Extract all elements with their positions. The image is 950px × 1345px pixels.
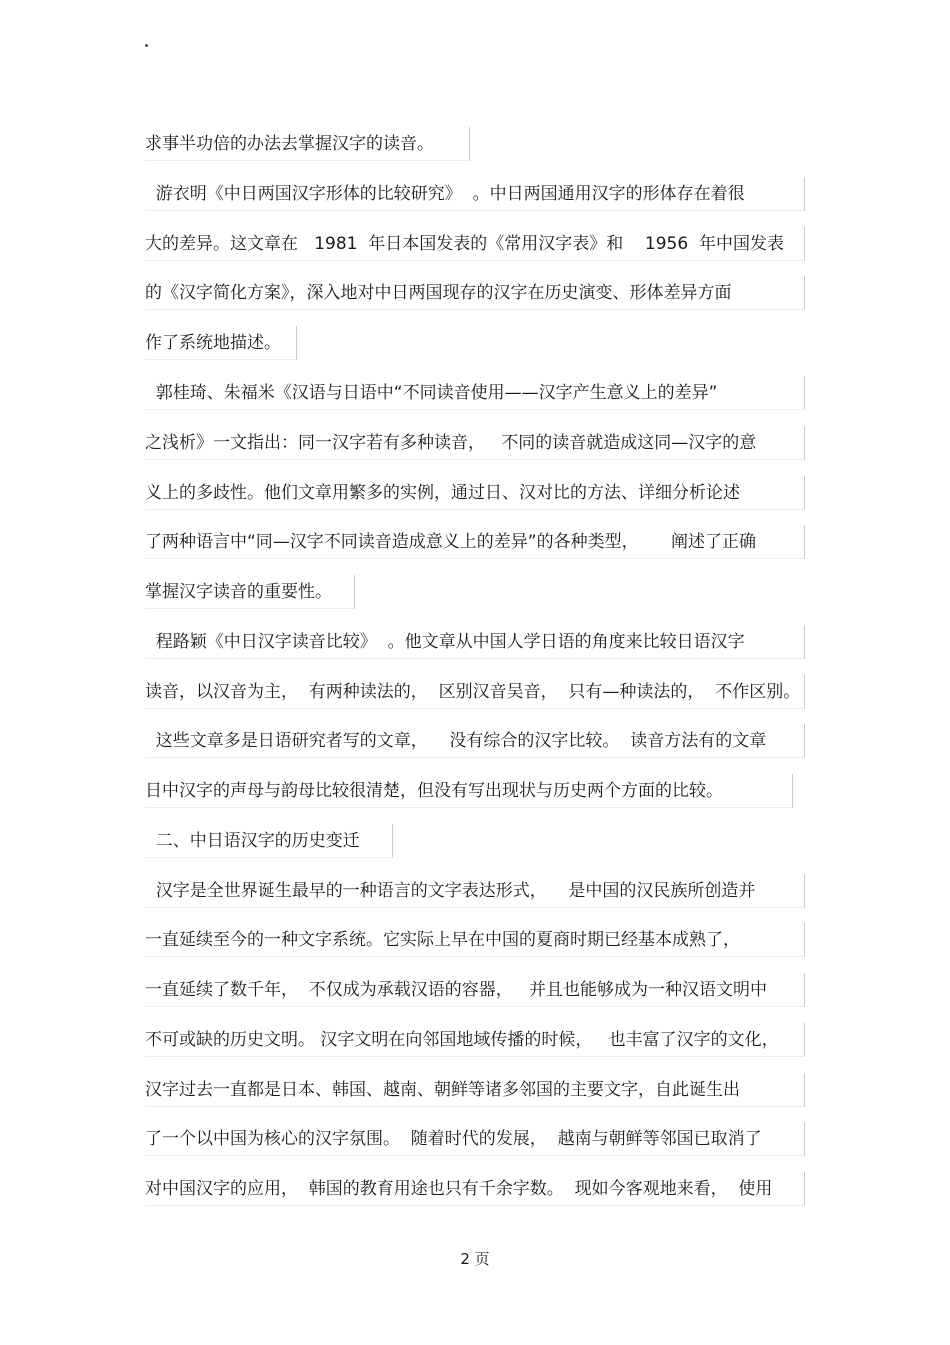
text-line: 求事半功倍的办法去掌握汉字的读音。 (145, 127, 470, 161)
text-line: 郭桂琦、朱福米《汉语与日语中“不同读音使用——汉字产生意义上的差异” (145, 376, 805, 410)
text-line: 义上的多歧性。他们文章用繁多的实例，通过日、汉对比的方法、详细分析论述 (145, 476, 805, 510)
page-marker-dot (145, 44, 148, 47)
text-line: 一直延续了数千年， 不仅成为承载汉语的容器， 并且也能够成为一种汉语文明中 (145, 973, 805, 1007)
section-heading: 二、中日语汉字的历史变迁 (145, 824, 393, 858)
text-line: 的《汉字简化方案》，深入地对中日两国现存的汉字在历史演变、形体差异方面 (145, 276, 805, 310)
text-line: 一直延续至今的一种文字系统。它实际上早在中国的夏商时期已经基本成熟了， (145, 923, 805, 957)
text-line: 日中汉字的声母与韵母比较很清楚，但没有写出现状与历史两个方面的比较。 (145, 774, 793, 808)
text-line: 之浅析》一文指出：同一汉字若有多种读音， 不同的读音就造成这同—汉字的意 (145, 426, 805, 460)
text-line: 对中国汉字的应用， 韩国的教育用途也只有千余字数。 现如今客观地来看， 使用 (145, 1172, 805, 1206)
text-line: 掌握汉字读音的重要性。 (145, 575, 355, 609)
text-line: 汉字是全世界诞生最早的一种语言的文字表达形式， 是中国的汉民族所创造并 (145, 874, 805, 908)
text-line: 读音，以汉音为主， 有两种读法的， 区别汉音吴音， 只有—种读法的， 不作区别。 (145, 675, 805, 709)
text-line: 了两种语言中“同—汉字不同读音造成意义上的差异”的各种类型， 阐述了正确 (145, 525, 805, 559)
text-line: 了一个以中国为核心的汉字氛围。 随着时代的发展， 越南与朝鲜等邻国已取消了 (145, 1122, 805, 1156)
page-number: 2 页 (460, 1250, 490, 1268)
text-line: 程路颖《中日汉字读音比较》 。他文章从中国人学日语的角度来比较日语汉字 (145, 625, 805, 659)
text-line: 作了系统地描述。 (145, 326, 297, 360)
text-line: 大的差异。这文章在 1981 年日本国发表的《常用汉字表》和 1956 年中国发表 (145, 227, 805, 261)
text-line: 这些文章多是日语研究者写的文章， 没有综合的汉字比较。 读音方法有的文章 (145, 724, 805, 758)
text-line: 汉字过去一直都是日本、韩国、越南、朝鲜等诸多邻国的主要文字，自此诞生出 (145, 1073, 805, 1107)
text-line: 不可或缺的历史文明。 汉字文明在向邻国地域传播的时候， 也丰富了汉字的文化， (145, 1023, 805, 1057)
text-line: 游衣明《中日两国汉字形体的比较研究》 。中日两国通用汉字的形体存在着很 (145, 177, 805, 211)
